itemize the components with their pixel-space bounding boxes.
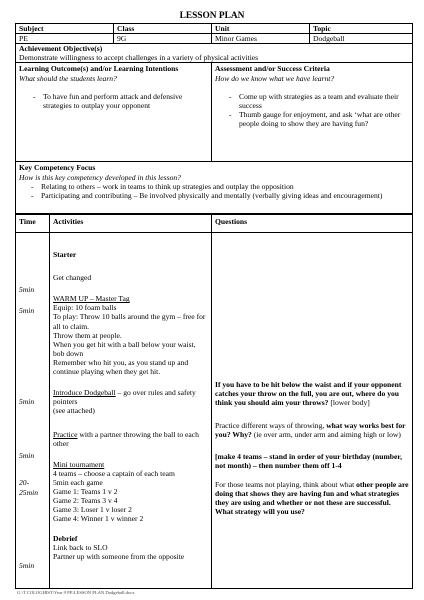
outcomes-list: [19, 92, 208, 110]
warmup-title: WARM UP – Master Tag: [53, 294, 130, 304]
competency-cell: [16, 162, 413, 214]
intro-question-tail: [lower body]: [328, 398, 370, 408]
debrief-line: Link back to SLO: [53, 542, 108, 552]
activities-header-row: [16, 215, 413, 233]
subject-label: Subject: [16, 24, 114, 34]
tournament-line: 4 teams – choose a captain of each team: [53, 468, 175, 478]
achievement-text: Demonstrate willingness to accept challenges in a variety of physical activities: [19, 53, 259, 63]
warmup-time: 5min: [19, 306, 35, 316]
intro-rest: – go over rules and safety pointers: [53, 388, 196, 407]
class-label: Class: [114, 24, 212, 34]
warmup-line: To play: Throw 10 balls around the gym – free for all to claim.: [53, 312, 206, 331]
practice-question-a: Practice different ways of throwing,: [215, 421, 327, 431]
competency-row: [16, 162, 413, 214]
starter-heading: Starter: [53, 250, 77, 259]
warmup-line: Throw them at people.: [53, 330, 122, 340]
outcomes-question: What should the students learn?: [19, 73, 117, 83]
competency-list: [19, 182, 409, 200]
warmup-line: When you get hit with a ball below your waist, bob down: [53, 339, 196, 358]
warmup-line: Equip: 10 foam balls: [53, 303, 117, 313]
time-column-header: Time: [16, 215, 50, 233]
header-labels-row: [16, 24, 413, 34]
practice-title: Practice: [53, 429, 78, 439]
tournament-line: 5min each game: [53, 477, 103, 487]
unit-value: Minor Games: [212, 34, 310, 44]
document-title: LESSON PLAN: [179, 11, 245, 21]
practice-rest: with a partner throwing the ball to each other: [53, 429, 199, 448]
tournament-line: Game 2: Teams 3 v 4: [53, 496, 118, 506]
activities-body-row: [16, 233, 413, 589]
header-values-row: [16, 34, 413, 44]
practice-text: [53, 430, 208, 448]
topic-label: Topic: [310, 24, 413, 34]
success-criteria-cell: [212, 63, 413, 162]
practice-question-c: (ie over arm, under arm and aiming high or low): [251, 430, 401, 440]
class-value: 9G: [114, 34, 212, 44]
lesson-plan-header-table: [15, 23, 413, 214]
get-changed-time: 5min: [19, 285, 35, 294]
debrief-title: Debrief: [53, 533, 78, 543]
competency-item: - Participating and contributing – Be involved physically and mentally (verbally giving ideas and encouragement): [27, 191, 409, 200]
questions-column-header: Questions: [212, 215, 413, 233]
tournament-title: Mini tournament: [53, 459, 105, 469]
tournament-line: Game 3: Loser 1 v loser 2: [53, 505, 132, 515]
criteria-item: - Come up with strategies as a team and evaluate their success: [215, 92, 409, 110]
activities-table: [15, 214, 413, 589]
competency-item: - Relating to others – work in teams to think up strategies and outplay the opposition: [27, 182, 409, 191]
practice-question: [215, 421, 409, 439]
questions-column: [212, 233, 413, 589]
unit-label: Unit: [212, 24, 310, 34]
intro-question: [215, 380, 409, 407]
tournament-line: Game 4: Winner 1 v winner 2: [53, 514, 144, 524]
intro-time: 5min: [19, 397, 35, 407]
tournament-question-observe-b: other people are doing that shows they are having fun and what strategies they are using and whether or not these are successful.: [215, 479, 409, 507]
intro-note: (see attached): [53, 406, 95, 416]
warmup-line: Remember who hit you, as you stand up and continue playing when they get hit.: [53, 357, 189, 377]
tournament-line: Game 1: Teams 1 v 2: [53, 487, 118, 497]
file-path-footer: G:\T COLOGHIST\Year 9 PE\LESSON PLAN Dodgeball.docx: [17, 590, 135, 595]
achievement-cell: [16, 44, 413, 63]
outcome-item: - To have fun and perform attack and defensive strategies to outplay your opponent: [19, 92, 208, 110]
learning-outcomes-cell: [16, 63, 212, 162]
achievement-label: Achievement Objective(s): [19, 44, 103, 54]
competency-question: How is this key competency developed in this lesson?: [19, 172, 181, 182]
tournament-question-observe: [215, 480, 409, 507]
tournament-time-b: 25min: [19, 487, 38, 497]
criteria-label: Assessment and/or Success Criteria: [215, 64, 330, 74]
intro-text: [53, 388, 208, 406]
practice-time: 5min: [19, 451, 35, 461]
practice-question-b: what way works best for you? Why?: [215, 421, 406, 440]
time-column: [16, 233, 50, 589]
debrief-time: 5min: [19, 560, 35, 570]
debrief-line: Partner up with someone from the opposite: [53, 551, 185, 561]
topic-value: Dodgeball: [310, 34, 413, 44]
outcomes-label: Learning Outcome(s) and/or Learning Intentions: [19, 64, 179, 74]
outcomes-row: [16, 63, 413, 162]
criteria-list: [215, 92, 409, 128]
tournament-question-observe-a: For those teams not playing, think about what: [215, 479, 357, 489]
subject-value: PE: [16, 34, 114, 44]
intro-title: Introduce Dodgeball: [53, 388, 116, 398]
tournament-question-teams: [make 4 teams – stand in order of your birthday (number, not month) – then number them off 1-4: [215, 451, 402, 470]
tournament-question-strategy: What strategy will you use?: [215, 507, 305, 517]
activities-column-header: Activities: [50, 215, 212, 233]
intro-question-bold: If you have to be hit below the waist and if your opponent catches your throw on the full, you are out, where do you think you should aim your throws?: [215, 380, 402, 408]
activities-column: [50, 233, 212, 589]
achievement-row: [16, 44, 413, 63]
competency-label: Key Competency Focus: [19, 163, 96, 173]
criteria-question: How do we know what we have learnt?: [215, 73, 335, 83]
tournament-time-a: 20-: [19, 478, 30, 488]
criteria-item: - Thumb gauge for enjoyment, and ask ‘what are other people doing to show they are having fun?: [215, 110, 409, 128]
get-changed-text: Get changed: [53, 273, 92, 283]
